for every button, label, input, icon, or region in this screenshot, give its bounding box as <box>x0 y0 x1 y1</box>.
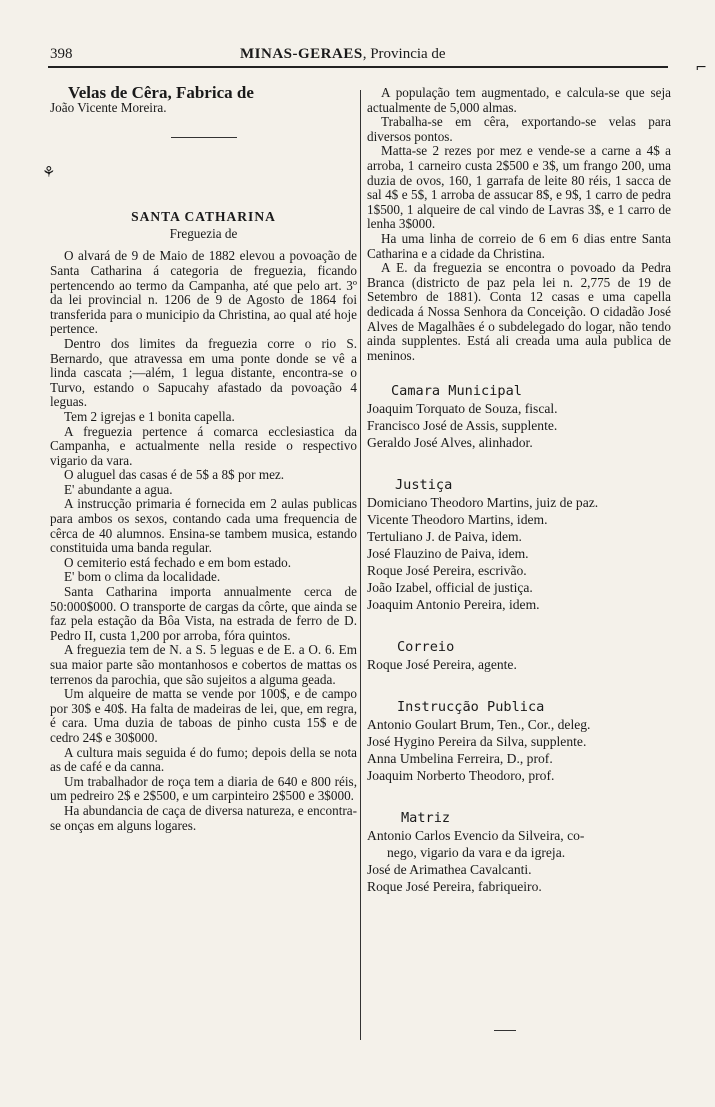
section-heading: Instrucção Publica <box>397 699 545 716</box>
list-item: Antonio Carlos Evencio da Silveira, co- <box>367 828 585 844</box>
paragraph: Tem 2 igrejas e 1 bonita capella. <box>64 408 235 424</box>
section-heading: Justiça <box>395 477 453 494</box>
list-item: nego, vigario da vara e da igreja. <box>387 845 566 861</box>
list-item: Antonio Goulart Brum, Ten., Cor., deleg. <box>367 717 591 733</box>
entry-title: Velas de Cêra, Fabrica de <box>68 83 254 102</box>
list-item: José Hygino Pereira da Silva, supplente. <box>367 734 587 750</box>
running-title <box>240 46 446 63</box>
section-heading: Matriz <box>401 810 451 827</box>
paragraph: E' bom o clima da localidade. <box>64 569 221 585</box>
paragraph: A instrucção primaria é fornecida em 2 aulas publicas para ambos os sexos, contando cada uma frequencia de cêrca de 40 alumnos. Ensina-se tambem musica, estando constituida uma banda regular. <box>50 496 357 556</box>
paragraph: Ha abundancia de caça de diversa natureza, e encontra-se onças em alguns logares. <box>50 802 357 833</box>
running-title-main: MINAS-GERAES <box>240 46 363 62</box>
list-item: Anna Umbelina Ferreira, D., prof. <box>367 751 553 767</box>
justica-section <box>367 477 671 613</box>
paragraph: E' abundante a agua. <box>64 481 173 497</box>
section-subtitle: Freguezia de <box>169 225 238 241</box>
page-header <box>50 46 670 66</box>
running-title-suffix: , Provincia de <box>362 46 446 62</box>
paragraph: O cemiterio está fechado e em bom estado. <box>64 554 292 570</box>
list-item: João Izabel, official de justiça. <box>367 580 533 596</box>
spacer <box>367 451 671 477</box>
corner-mark: ⌐ <box>695 60 707 76</box>
column-divider <box>360 90 361 1040</box>
correio-section <box>367 639 671 673</box>
spacer <box>367 363 671 383</box>
spacer <box>367 784 671 810</box>
section-rule <box>171 137 237 138</box>
camara-municipal-section <box>367 383 671 451</box>
paragraph: O alvará de 9 de Maio de 1882 elevou a povoação de Santa Catharina á categoria de freguezia, ficando pertencendo ao termo da Campanha, até que pelo art. 3º da lei provincial n. 1206 de 9 de Agosto de 1864 foi transferida para o municipio da Christina, ao qual até hoje pertence. <box>50 248 357 337</box>
spacer <box>367 673 671 699</box>
list-item: Joaquim Norberto Theodoro, prof. <box>367 768 555 784</box>
instruccao-publica-section <box>367 699 671 784</box>
list-item: Tertuliano J. de Paiva, idem. <box>367 529 522 545</box>
paragraph: Ha uma linha de correio de 6 em 6 dias entre Santa Catharina e a cidade da Christina. <box>367 230 671 261</box>
list-item: Roque José Pereira, escrivão. <box>367 563 527 579</box>
entry-name: João Vicente Moreira. <box>50 99 167 115</box>
list-item: Domiciano Theodoro Martins, juiz de paz. <box>367 495 599 511</box>
paragraph: A população tem augmentado, e calcula-se que seja actualmente de 5,000 almas. <box>367 85 671 115</box>
paragraph: Santa Catharina importa annualmente cerca de 50:000$000. O transporte de cargas da côrte, que ainda se faz pela estação da Bôa Vista, na estrada de ferro de D. Pedro II, custa 1,200 por arroba, fóra quintos. <box>50 584 357 643</box>
list-item: Joaquim Antonio Pereira, idem. <box>367 597 540 613</box>
printer-mark-icon: ⚘ <box>42 165 56 182</box>
paragraph: O aluguel das casas é de 5$ a 8$ por mez. <box>64 467 285 483</box>
list-item: Joaquim Torquato de Souza, fiscal. <box>367 401 558 417</box>
section-heading: Correio <box>397 639 455 656</box>
header-rule <box>48 66 668 68</box>
paragraph: Um alqueire de matta se vende por 100$, e de campo por 30$ e 40$. Ha falta de madeiras de lei, que, em regra, é cara. Uma duzia de taboas de pinho custa 15$ e de cedro 24$ e 30$000. <box>50 686 357 745</box>
paragraph: Um trabalhador de roça tem a diaria de 640 e 800 réis, um pedreiro 2$ e 2$500, e um carpinteiro 2$500 e 3$000. <box>50 773 357 804</box>
section-heading: Camara Municipal <box>391 383 522 400</box>
list-item: Vicente Theodoro Martins, idem. <box>367 512 548 528</box>
paragraph: Matta-se 2 rezes por mez e vende-se a carne a 4$ a arroba, 1 carneiro custa 2$500 e 3$, um frango 200, uma duzia de ovos, 160, 1 garrafa de leite 80 réis, 1 sacca de sal 4$ e 5$, 1 arroba de assucar 8$, e 9$, 1 carro de pedra 1$500, 1 alqueire de cal vindo de Lavras 3$, e 1 carro de lenha 3$000. <box>367 143 671 232</box>
paragraph: A E. da freguezia se encontra o povoado da Pedra Branca (districto de paz pela lei n. 2,775 de 19 de Setembro de 1881). Conta 12 casas e uma capella dedicada á Nossa Senhora da Conceição. O cidadão José Alves de Magalhães é o subdelegado do logar, não tendo ainda supplentes. Está ali creada uma aula publica de meninos. <box>367 260 671 363</box>
paragraph: A freguezia pertence á comarca ecclesiastica da Campanha, e actualmente nella reside o respectivo vigario da vara. <box>50 423 357 468</box>
page-number: 398 <box>50 46 73 62</box>
list-item: Francisco José de Assis, supplente. <box>367 418 558 434</box>
list-item: José Flauzino de Paiva, idem. <box>367 546 529 562</box>
paragraph: Trabalha-se em cêra, exportando-se velas para diversos pontos. <box>367 114 671 144</box>
paragraph: A cultura mais seguida é do fumo; depois della se nota as de café e da canna. <box>50 744 357 775</box>
right-column <box>367 86 671 895</box>
matriz-section <box>367 810 671 895</box>
list-item: Roque José Pereira, agente. <box>367 657 517 673</box>
list-item: José de Arimathea Cavalcanti. <box>367 862 532 878</box>
spacer <box>367 613 671 639</box>
list-item: Geraldo José Alves, alinhador. <box>367 435 533 451</box>
list-item: Roque José Pereira, fabriqueiro. <box>367 879 542 895</box>
footer-rule <box>494 1030 516 1031</box>
section-title: SANTA CATHARINA <box>131 209 276 225</box>
paragraph: A freguezia tem de N. a S. 5 leguas e de E. a O. 6. Em sua maior parte são montanhosos e cobertos de mattas os terrenos da parochia, que são sujeitos a alguma geada. <box>50 642 357 687</box>
paragraph: Dentro dos limites da freguezia corre o rio S. Bernardo, que atravessa em uma ponte donde se vê a linda cascata ;—além, 1 legua distante, encontra-se o Turvo, estando o Sapucahy afastado da povoação 4 leguas. <box>50 335 357 410</box>
left-column <box>42 83 357 833</box>
